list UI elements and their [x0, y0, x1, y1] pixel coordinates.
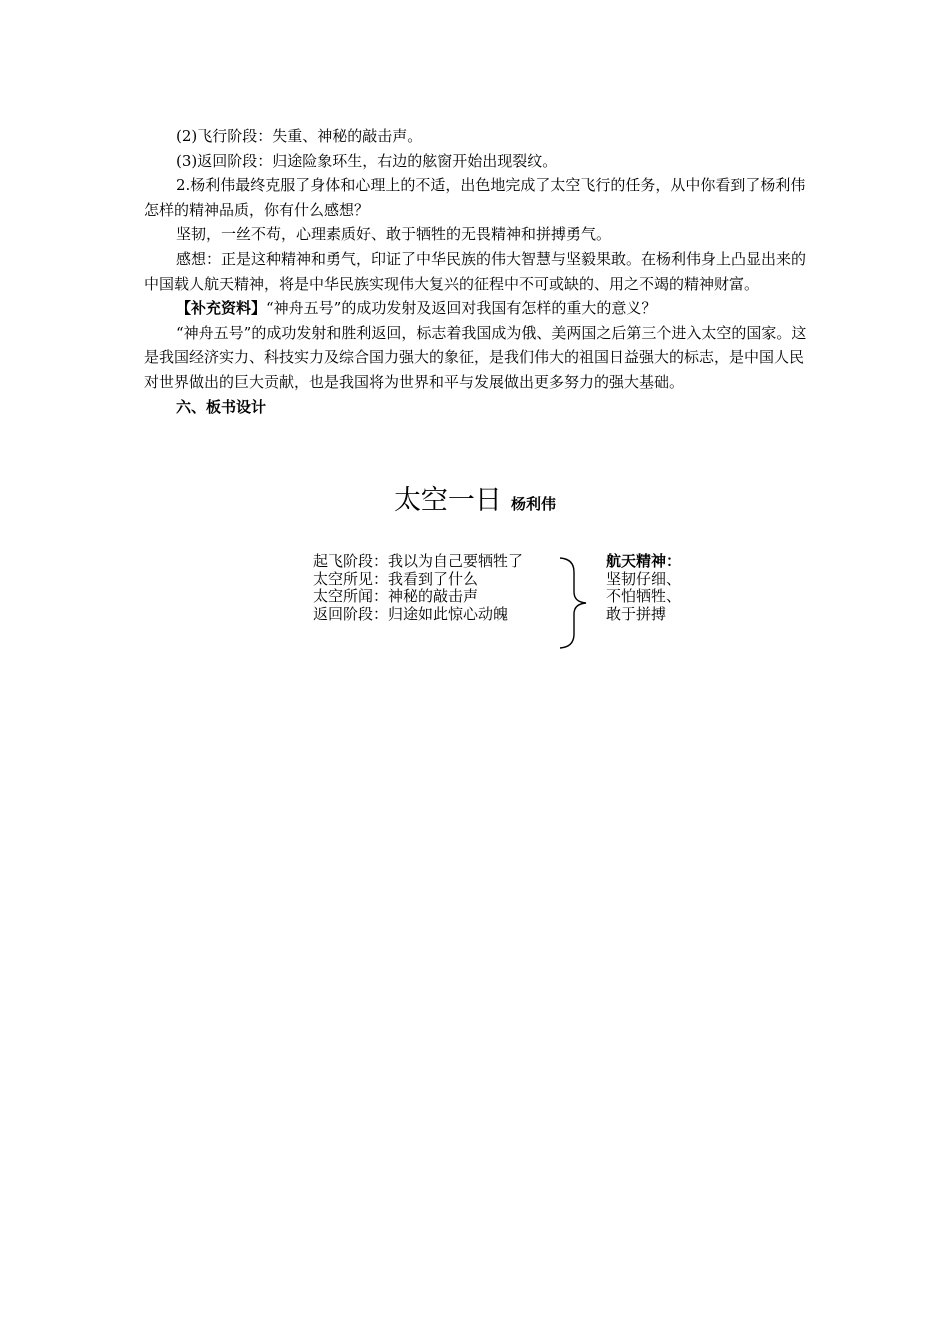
board-spirit-list: [606, 553, 681, 623]
board-spirit-heading: 航天精神：: [606, 552, 682, 570]
paragraph-significance: “神舟五号”的成功发射和胜利返回，标志着我国成为俄、美两国之后第三个进入太空的国家。这是我国经济实力、科技实力及综合国力强大的象征，是我们伟大的祖国日益强大的标志，是中国人民对世界做出的巨大贡献，也是我国将为世界和平与发展做出更多努力的强大基础。: [144, 323, 807, 391]
supplement-label: 【补充资料】: [176, 299, 267, 318]
board-title: [0, 478, 950, 517]
paragraph-supplement: [144, 296, 808, 321]
right-brace-icon: [556, 556, 592, 650]
supplement-question: “神舟五号”的成功发射及返回对我国有怎样的重大的意义？: [266, 299, 657, 318]
paragraph-flight-stage: (2)飞行阶段：失重、神秘的敲击声。: [176, 127, 423, 145]
board-author: 杨利伟: [511, 495, 557, 513]
board-spirit-line: 敢于拼搏: [606, 604, 667, 623]
board-stage-line: 太空所闻：神秘的敲击声: [313, 587, 479, 605]
board-stage-list: [313, 553, 523, 623]
body-text: [144, 124, 808, 419]
paragraph-answer-qualities: 坚韧，一丝不苟，心理素质好、敢于牺牲的无畏精神和拼搏勇气。: [176, 225, 612, 244]
board-stage-line: 太空所见：我看到了什么: [313, 569, 479, 588]
paragraph-return-stage: (3)返回阶段：归途险象环生，右边的舷窗开始出现裂纹。: [176, 151, 558, 170]
board-stage-line: 返回阶段：归途如此惊心动魄: [313, 604, 509, 623]
board-main-title: 太空一日: [393, 485, 502, 516]
board-spirit-line: 坚韧仔细、: [606, 569, 682, 588]
board-spirit-line: 不怕牺牲、: [606, 587, 682, 605]
paragraph-question-2: 2.杨利伟最终克服了身体和心理上的不适，出色地完成了太空飞行的任务，从中你看到了杨利伟怎样的精神品质，你有什么感想？: [144, 176, 806, 219]
board-stage-line: 起飞阶段：我以为自己要牺牲了: [313, 552, 524, 570]
section-heading: 六、板书设计: [176, 397, 267, 416]
paragraph-reflection: 感想：正是这种精神和勇气，印证了中华民族的伟大智慧与坚毅果敢。在杨利伟身上凸显出来的中国载人航天精神，将是中华民族实现伟大复兴的征程中不可或缺的、用之不竭的精神财富。: [144, 249, 807, 293]
